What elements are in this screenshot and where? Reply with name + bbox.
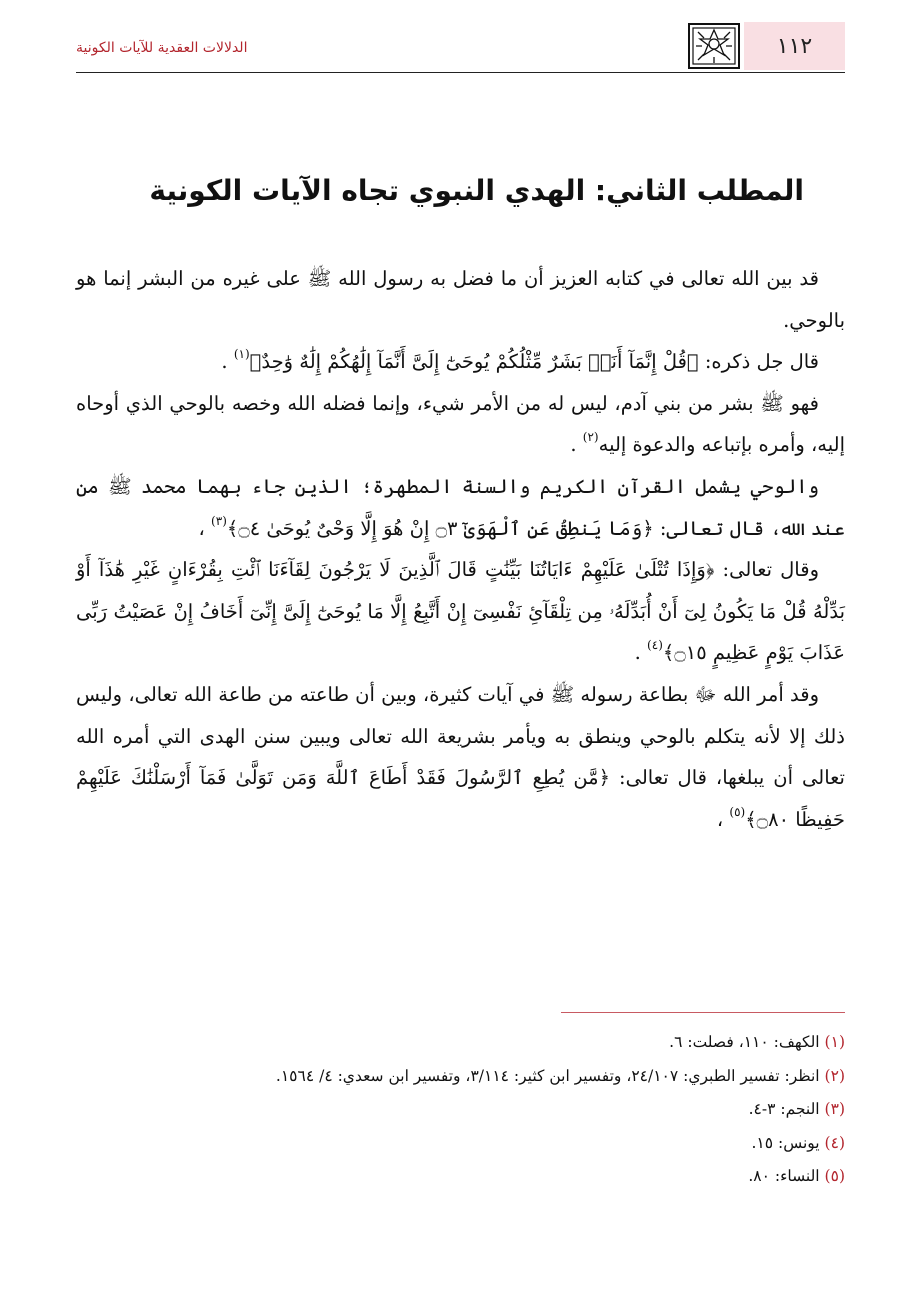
footnote-marker: (٥)	[824, 1167, 845, 1185]
footnote-text: انظر: تفسير الطبري: ٢٤/١٠٧، وتفسير ابن كثير: ٣/١١٤، وتفسير ابن سعدي: ٤/ ١٥٦٤.	[275, 1066, 825, 1085]
paragraph-text: قال جل ذكره: ﴿قُلْ إِنَّمَآ أَنَا۠ بَشَرٌ مِّثْلُكُمْ يُوحَىٰٓ إِلَىَّ أَنَّمَآ إِلَٰهُكُمْ إِلَٰهٌ وَٰحِدٌ﴾	[249, 350, 819, 374]
footnote-text: النجم: ٣-٤.	[748, 1100, 825, 1118]
paragraph-punctuation: .	[570, 433, 583, 457]
body-paragraph	[76, 341, 845, 383]
footnote-text: يونس: ١٥.	[751, 1133, 825, 1152]
footnote-reference[interactable]: (٥)	[729, 804, 746, 819]
paragraph-punctuation: ،	[716, 807, 730, 831]
footnote-item	[76, 1093, 845, 1127]
body-paragraph	[76, 466, 845, 549]
body-paragraph	[76, 549, 845, 674]
footnote-item	[76, 1060, 845, 1094]
footnote-text: الكهف: ١١٠، فصلت: ٦.	[669, 1033, 825, 1051]
paragraph-text: وقد أمر الله ﷻ بطاعة رسوله ﷺ في آيات كثيرة، وبين أن طاعته من طاعة الله تعالى، وليس ذلك إلا لأنه يتكلم بالوحي وينطق به ويأمر بشريعة الله تعالى ويبين سنن الهدى التي أمره الله تعالى أن يبلغها، قال تعالى: ﴿مَّن يُطِعِ ٱلرَّسُولَ فَقَدْ أَطَاعَ ٱللَّهَ وَمَن تَوَلَّىٰ فَمَآ أَرْسَلْنَٰكَ عَلَيْهِمْ حَفِيظًا ۝٨٠﴾	[76, 682, 845, 831]
paragraph-punctuation: .	[221, 350, 234, 374]
header-divider	[76, 72, 845, 73]
paragraph-text: قد بين الله تعالى في كتابه العزيز أن ما فضل به رسول الله ﷺ على غيره من البشر إنما هو بالوحي.	[76, 267, 845, 332]
footnote-marker: (٣)	[824, 1100, 845, 1118]
paragraph-punctuation: .	[634, 641, 648, 665]
footnote-marker: (٢)	[824, 1066, 845, 1085]
body-paragraph	[76, 258, 845, 341]
footnote-reference[interactable]: (٤)	[647, 638, 663, 653]
body-text	[76, 258, 845, 840]
page-header	[0, 0, 921, 78]
paragraph-text: فهو ﷺ بشر من بني آدم، ليس له من الأمر شيء، وإنما فضله الله وخصه بالوحي الذي أوحاه إليه، وأمره بإتباعه والدعوة إليه	[76, 391, 845, 457]
paragraph-text: والوحي يشمل القرآن الكريم والسنة المطهرة؛ الذين جاء بهما محمد ﷺ من عند الله، قال تعالى: ﴿وَمَا يَنطِقُ عَنِ ٱلْهَوَىٰٓ ۝٣ إِنْ هُوَ إِلَّا وَحْىٌ يُوحَىٰ ۝٤﴾	[76, 474, 845, 540]
body-paragraph	[76, 383, 845, 466]
page-number: ١١٢	[744, 22, 845, 70]
paragraph-punctuation: ،	[198, 516, 212, 540]
section-heading: المطلب الثاني: الهدي النبوي تجاه الآيات الكونية	[149, 174, 804, 207]
footnote-marker: (١)	[824, 1033, 845, 1051]
footnote-item	[76, 1026, 845, 1060]
footnote-reference[interactable]: (٣)	[211, 513, 227, 528]
footnote-item	[76, 1160, 845, 1194]
arabesque-ornament-icon	[687, 22, 741, 70]
footnote-divider	[561, 1012, 845, 1013]
footnote-marker: (٤)	[824, 1133, 845, 1152]
footnote-reference[interactable]: (١)	[233, 347, 250, 362]
paragraph-text: وقال تعالى: ﴿وَإِذَا تُتْلَىٰ عَلَيْهِمْ ءَايَاتُنَا بَيِّنَٰتٍ قَالَ ٱلَّذِينَ لَا يَرْجُونَ لِقَآءَنَا ٱئْتِ بِقُرْءَانٍ غَيْرِ هَٰذَآ أَوْ بَدِّلْهُ قُلْ مَا يَكُونُ لِىٓ أَنْ أُبَدِّلَهُۥ مِن تِلْقَآئِ نَفْسِىٓ إِنْ أَتَّبِعُ إِلَّا مَا يُوحَىٰٓ إِلَىَّ إِنِّىٓ أَخَافُ إِنْ عَصَيْتُ رَبِّى عَذَابَ يَوْمٍ عَظِيمٍ ۝١٥﴾	[76, 558, 845, 665]
footnote-reference[interactable]: (٢)	[582, 430, 599, 445]
footnotes	[76, 1026, 845, 1194]
footnote-item	[76, 1127, 845, 1161]
body-paragraph	[76, 674, 845, 840]
running-title: الدلالات العقدية للآيات الكونية	[76, 40, 248, 56]
footnote-text: النساء: ٨٠.	[748, 1167, 825, 1185]
